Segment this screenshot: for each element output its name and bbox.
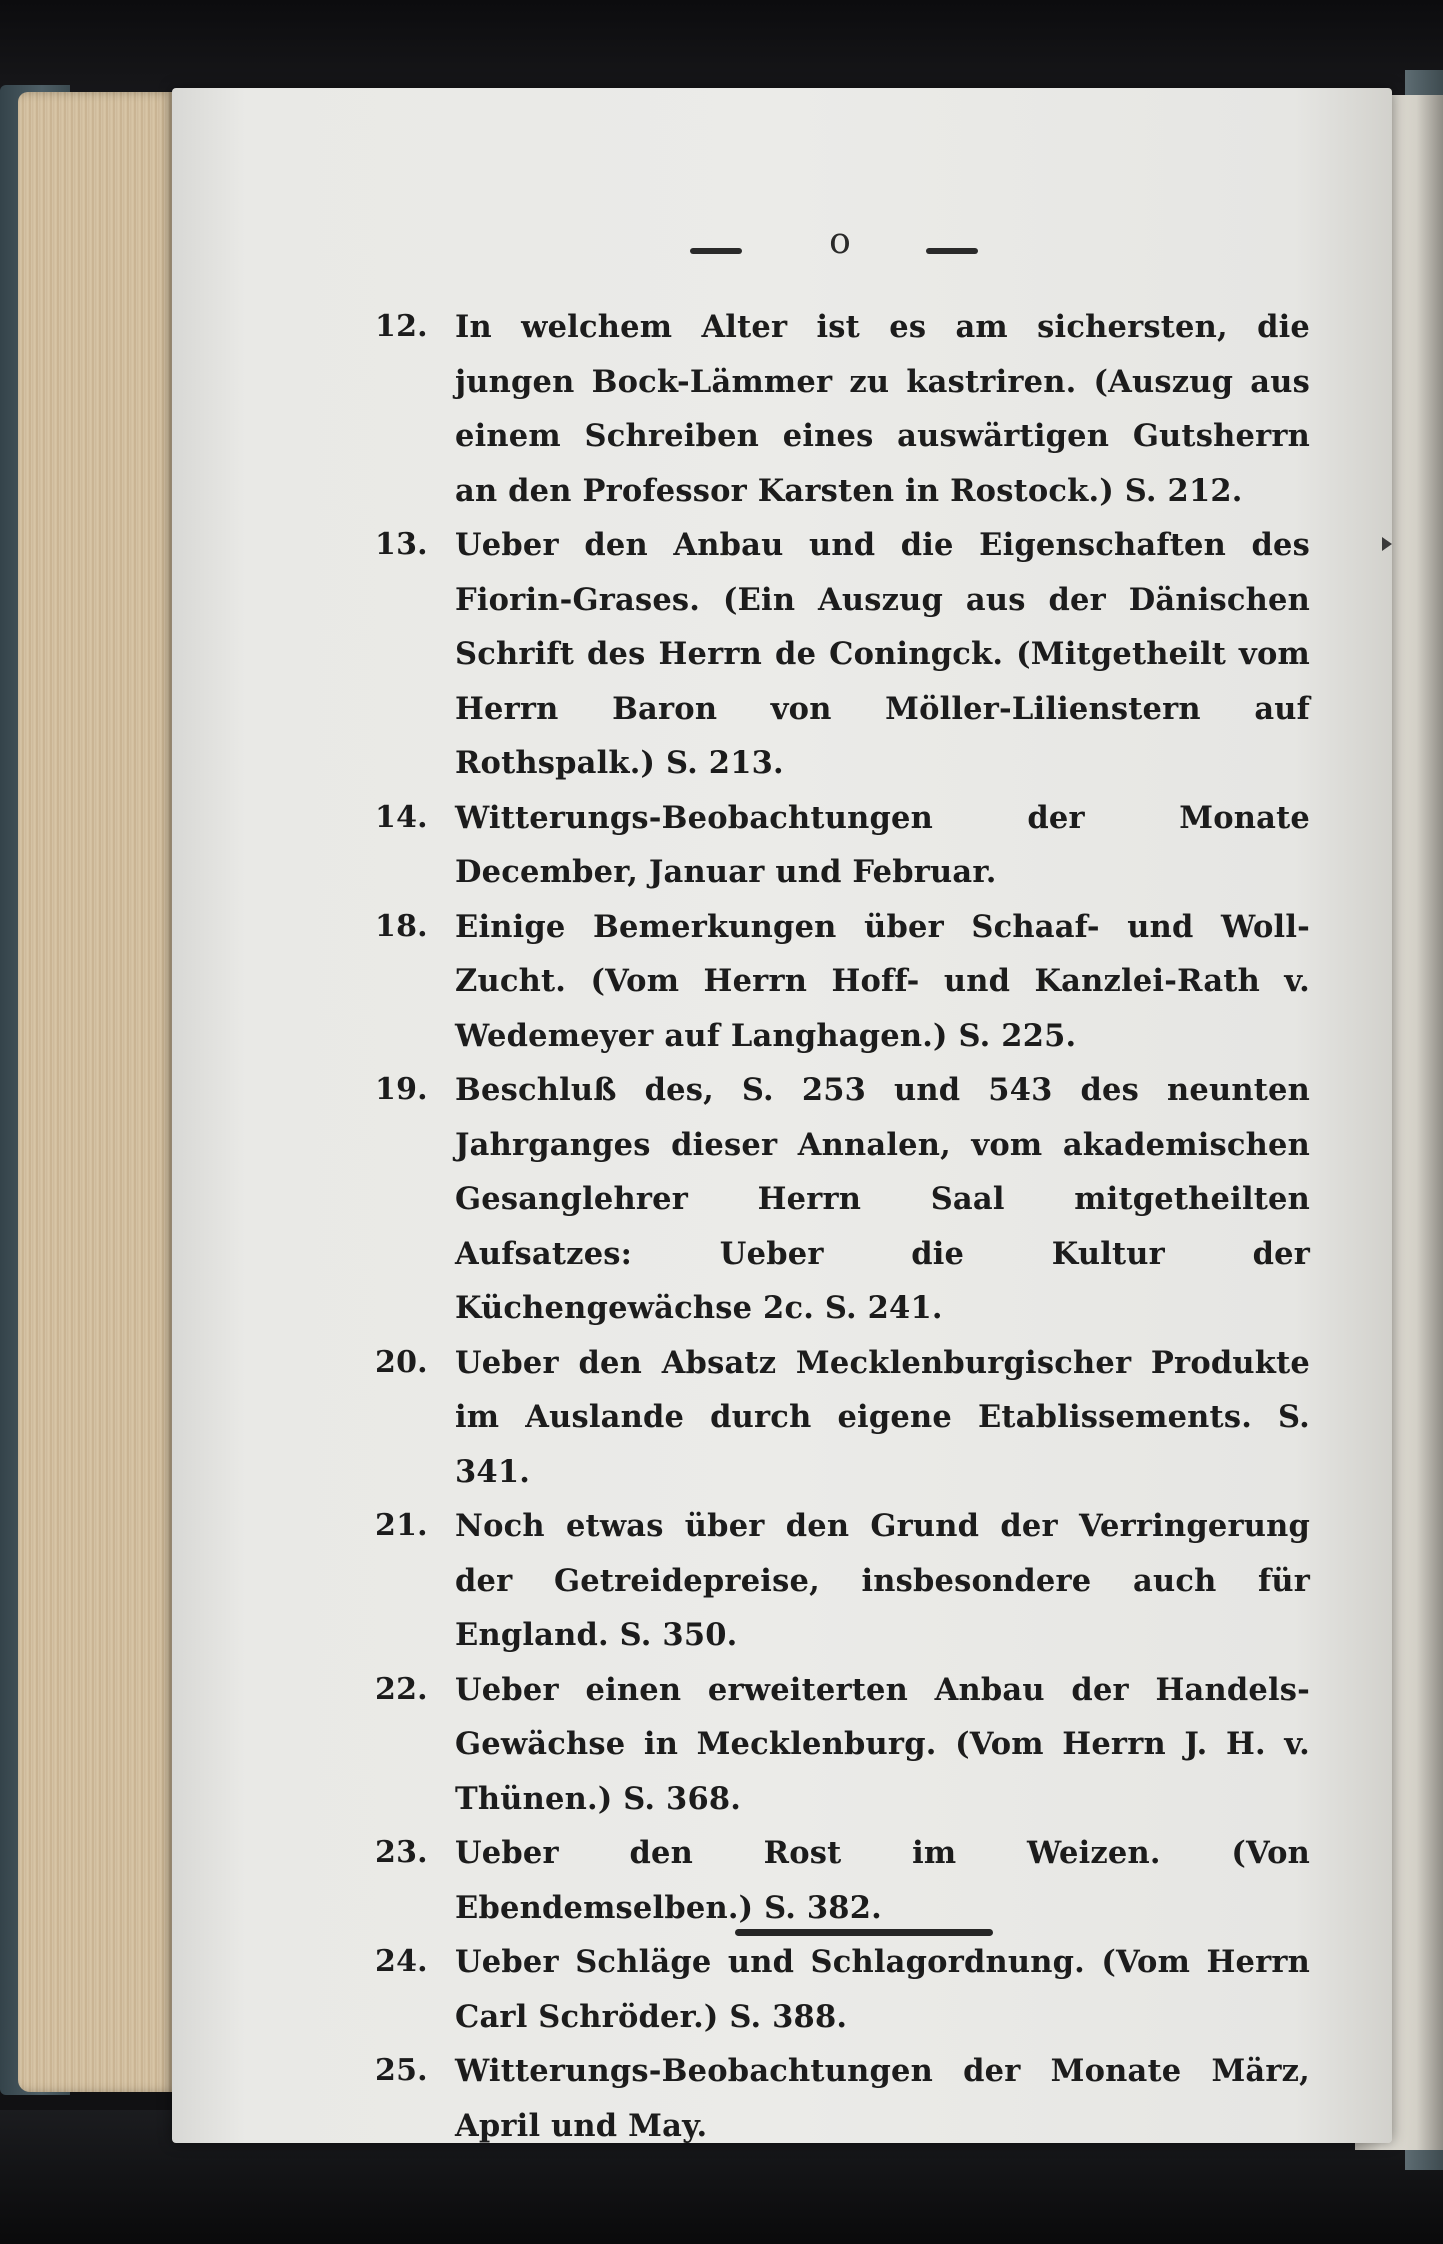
margin-mark	[1382, 537, 1392, 551]
entry-text: Ueber den Rost im Weizen. (Von Ebendemselben.) S. 382.	[455, 1835, 1310, 1926]
toc-entry	[375, 900, 1310, 1064]
entry-text: Ueber den Absatz Mecklenburgischer Produkte im Auslande durch eigene Etablissements. S. 341.	[455, 1344, 1310, 1490]
entry-text: Einige Bemerkungen über Schaaf- und Woll-Zucht. (Vom Herrn Hoff- und Kanzlei-Rath v. Wedemeyer auf Langhagen.) S. 225.	[455, 908, 1310, 1054]
toc-entry	[375, 518, 1310, 791]
toc-entry	[375, 1499, 1310, 1663]
entry-text: Witterungs-Beobachtungen der Monate März, April und May.	[455, 2053, 1310, 2144]
entry-text: Ueber einen erweiterten Anbau der Handels-Gewächse in Mecklenburg. (Vom Herrn J. H. v. Thünen.) S. 368.	[455, 1671, 1310, 1817]
toc-entry	[375, 1935, 1310, 2044]
toc-entry	[375, 1663, 1310, 1827]
entry-text: Ueber Schläge und Schlagordnung. (Vom Herrn Carl Schröder.) S. 388.	[455, 1944, 1310, 2035]
entry-number: 14.	[375, 799, 428, 835]
entry-number: 25.	[375, 2053, 428, 2088]
toc-entry	[375, 2044, 1310, 2153]
folio: o	[829, 221, 851, 262]
entry-number: 18.	[375, 908, 428, 944]
toc-entry	[375, 300, 1310, 518]
entry-number: 13.	[375, 527, 428, 562]
toc-entry	[375, 1826, 1310, 1935]
head-dash-right	[926, 248, 978, 254]
entry-text: Ueber den Anbau und die Eigenschaften des Fiorin-Grases. (Ein Auszug aus der Dänischen Schrift des Herrn de Coningck. (Mitgetheilt vom Herrn Baron von Möller-Lilienstern auf Rothspalk.) S. 213.	[455, 527, 1310, 781]
entry-text: Witterungs-Beobachtungen der Monate December, Januar und Februar.	[455, 799, 1310, 890]
entry-number: 23.	[375, 1835, 428, 1870]
entry-number: 24.	[375, 1944, 428, 1979]
table-of-contents	[375, 300, 1310, 2153]
entry-number: 20.	[375, 1344, 428, 1380]
toc-entry	[375, 791, 1310, 900]
entry-text: Noch etwas über den Grund der Verringerung der Getreidepreise, insbesondere auch für England. S. 350.	[455, 1508, 1310, 1653]
entry-text: Beschluß des, S. 253 und 543 des neunten Jahrganges dieser Annalen, vom akademischen Gesanglehrer Herrn Saal mitgetheilten Aufsatzes: Ueber die Kultur der Küchengewächse 2c. S. 241.	[455, 1072, 1310, 1326]
entry-number: 21.	[375, 1508, 428, 1543]
toc-entry	[375, 1336, 1310, 1500]
running-head	[690, 221, 990, 267]
entry-number: 22.	[375, 1671, 428, 1707]
page-edges	[18, 92, 178, 2092]
entry-number: 12.	[375, 309, 428, 344]
head-dash-left	[690, 248, 742, 254]
toc-entry	[375, 1063, 1310, 1336]
entry-text: In welchem Alter ist es am sichersten, die jungen Bock-Lämmer zu kastriren. (Auszug aus einem Schreiben eines auswärtigen Gutsherrn an den Professor Karsten in Rostock.) S. 212.	[455, 309, 1310, 509]
entry-number: 19.	[375, 1072, 428, 1107]
closing-rule	[735, 1929, 993, 1936]
